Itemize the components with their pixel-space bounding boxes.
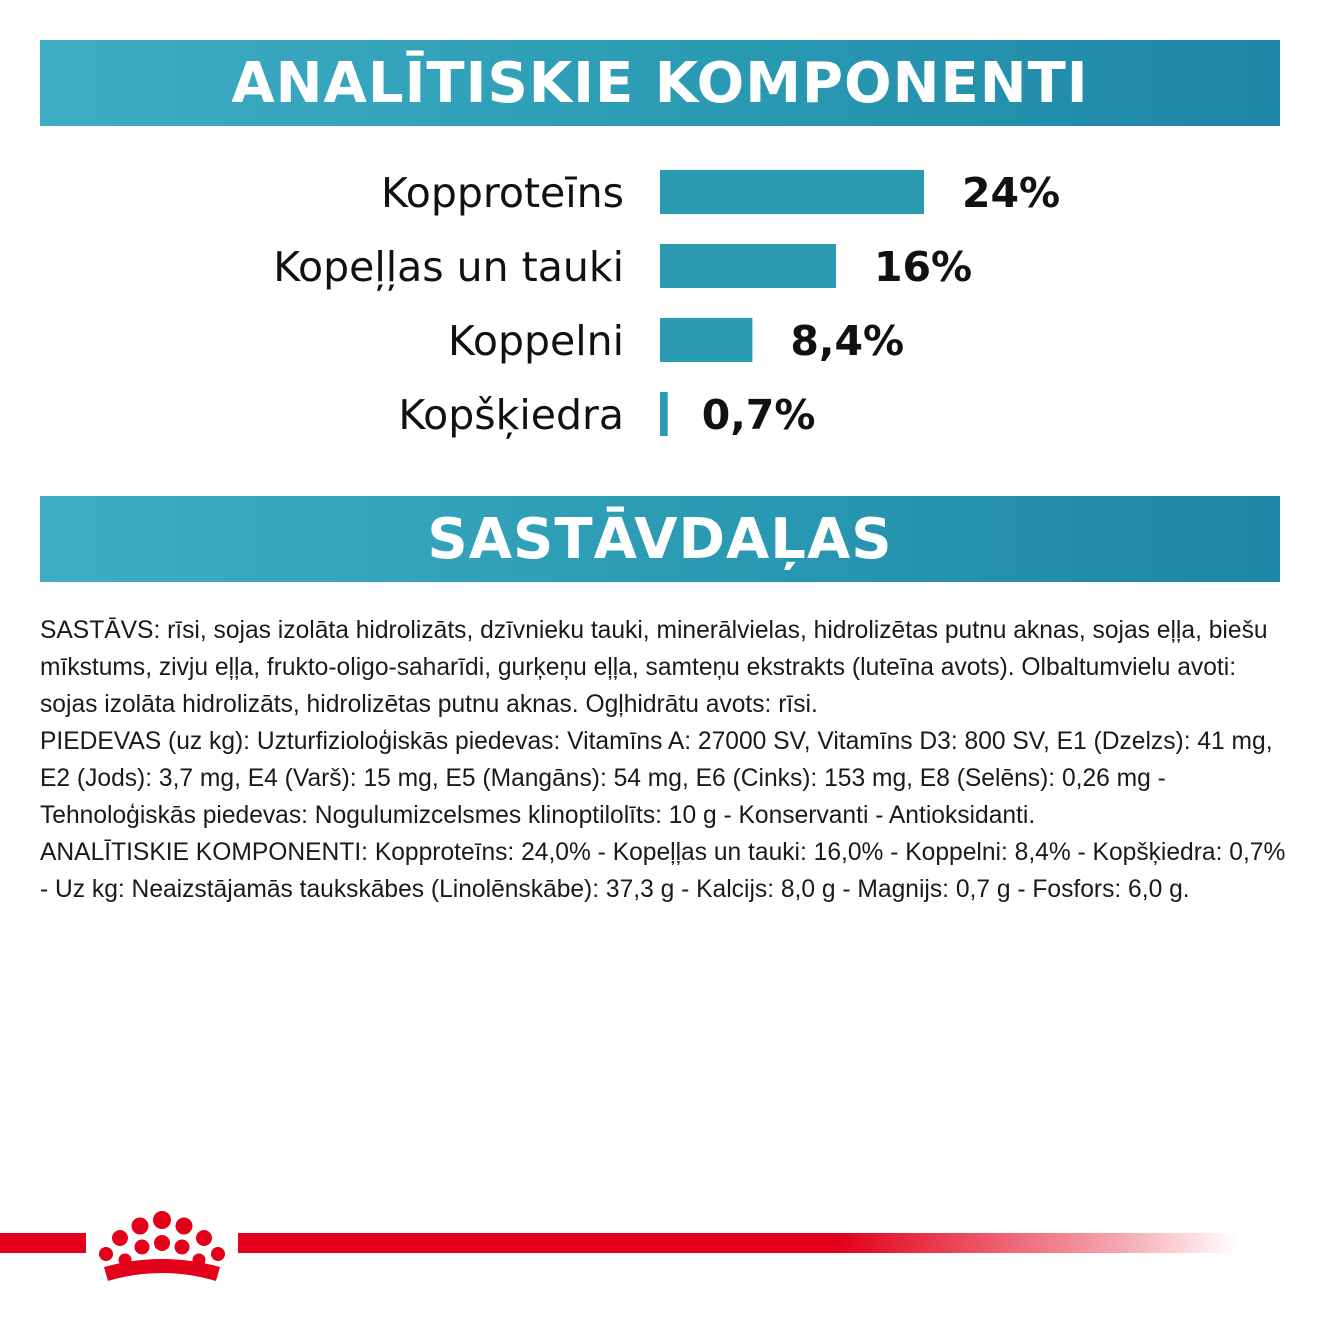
footer-red-line-right <box>238 1233 1238 1253</box>
bar <box>660 244 836 288</box>
ingredients-header <box>40 496 1280 582</box>
ingredients-title: SASTĀVDAĻAS <box>427 506 893 572</box>
footer-red-line-left <box>0 1233 86 1253</box>
category-label: Koppelni <box>448 317 624 365</box>
category-label: Kopproteīns <box>380 169 624 217</box>
ingredients-paragraph-analytic: ANALĪTISKIE KOMPONENTI: Kopproteīns: 24,0% - Kopeļļas un tauki: 16,0% - Koppelni: 8,4% - Kopšķiedra: 0,7% - Uz kg: Neaizstājamās taukskābes (Linolēnskābe): 37,3 g - Kalcijs: 8,0 g - Magnijs: 0,7 g - Fosfors: 6,0 g. <box>40 839 1286 903</box>
value-label: 0,7% <box>701 391 816 439</box>
bar <box>660 318 752 362</box>
bar <box>660 170 924 214</box>
value-label: 16% <box>874 243 973 291</box>
analytic-title: ANALĪTISKIE KOMPONENTI <box>231 50 1089 116</box>
ingredients-text <box>40 612 1286 908</box>
ingredients-paragraph-composition: SASTĀVS: rīsi, sojas izolāta hidrolizāts, dzīvnieku tauki, minerālvielas, hidrolizētas putnu aknas, sojas eļļa, biešu mīkstums, zivju eļļa, frukto-oligo-saharīdi, gurķeņu eļļa, samteņu ekstrakts (luteīna avots). Olbaltumvielu avoti: sojas izolāta hidrolizāts, hidrolizētas putnu aknas. Ogļhidrātu avots: rīsi. <box>40 617 1268 718</box>
analytic-chart <box>0 150 1320 450</box>
ingredients-paragraph-additives: PIEDEVAS (uz kg): Uzturfizioloģiskās piedevas: Vitamīns A: 27000 SV, Vitamīns D3: 800 SV, E1 (Dzelzs): 41 mg, E2 (Jods): 3,7 mg, E4 (Varš): 15 mg, E5 (Mangāns): 54 mg, E6 (Cinks): 153 mg, E8 (Selēns): 0,26 mg - Tehnoloģiskās piedevas: Nogulumizcelsmes klinoptilolīts: 10 g - Konservanti - Antioksidanti. <box>40 728 1273 829</box>
analytic-header <box>40 40 1280 126</box>
crown-icon <box>92 1207 232 1285</box>
analytic-bar-chart-svg <box>0 150 1320 450</box>
value-label: 8,4% <box>790 317 905 365</box>
bar <box>660 392 668 436</box>
value-label: 24% <box>962 169 1061 217</box>
category-label: Kopšķiedra <box>398 391 624 439</box>
category-label: Kopeļļas un tauki <box>273 243 624 291</box>
